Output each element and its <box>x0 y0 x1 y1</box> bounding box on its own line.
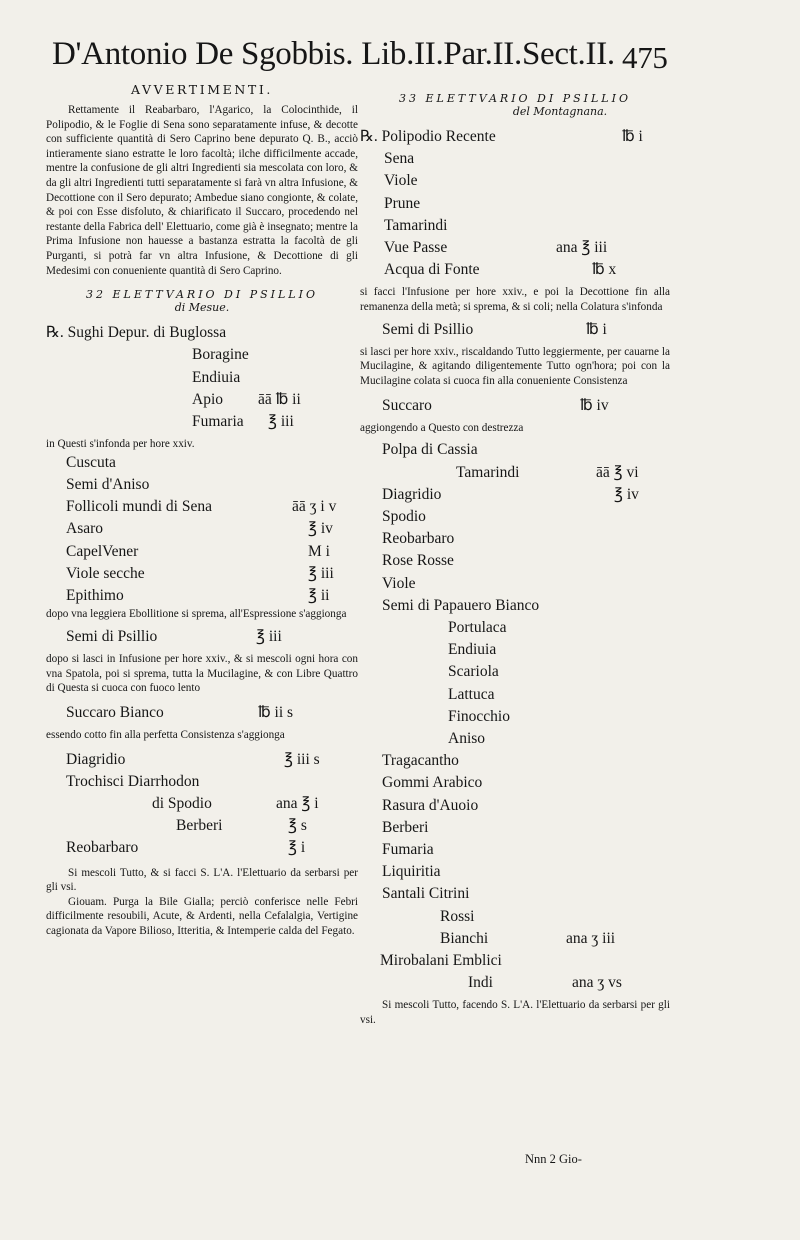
ingredient-row <box>360 506 670 528</box>
ingredient-name: Rossi <box>440 907 475 925</box>
ingredient-row <box>360 319 670 341</box>
ingredient-row <box>46 367 358 389</box>
ingredient-row <box>360 573 670 595</box>
ingredient-name: Tamarindi <box>456 463 520 481</box>
ingredient-name: Viole <box>384 172 418 190</box>
ingredient-row <box>360 795 670 817</box>
ingredient-name: di Spodio <box>152 794 212 812</box>
instruction-text: Si mescoli Tutto, facendo S. L'A. l'Elettuario da serbarsi per gli vsi. <box>360 999 670 1027</box>
ingredient-name: Portulaca <box>448 619 507 637</box>
instruction-text: dopo si lasci in Infusione per hore xxiv., & si mescoli ogni hora con vna Spatola, poi si sprema, tutta la Mucilagine, & con Libre Quattro di Questa si cuoca con fuoco lento <box>46 652 358 695</box>
ingredient-name: Viole secche <box>66 564 145 582</box>
ingredient-row <box>360 439 670 461</box>
ingredient-row <box>46 749 358 771</box>
ingredient-name: Semi di Psillio <box>66 627 158 645</box>
ingredient-row <box>360 839 670 861</box>
ingredient-quantity: āā ʒ i v <box>292 498 337 516</box>
ingredient-row <box>46 344 358 366</box>
ingredient-name: Apio <box>192 390 223 408</box>
ingredient-name: Epithimo <box>66 586 124 604</box>
ingredient-row <box>360 259 670 281</box>
ingredient-name: Boragine <box>192 346 249 364</box>
ingredient-quantity: ℥ ii <box>308 586 330 604</box>
ingredient-name: Succaro Bianco <box>66 703 164 721</box>
ingredient-name: Cuscuta <box>66 453 116 471</box>
recipe-block-2 <box>46 452 358 607</box>
ingredient-name: Acqua di Fonte <box>384 261 480 279</box>
section-32-title: 32 ELETTVARIO DI PSILLIO <box>86 288 318 302</box>
ingredient-row <box>360 170 670 192</box>
ingredient-row <box>46 626 358 648</box>
ingredient-quantity: āā ℔ ii <box>258 390 301 408</box>
ingredient-row <box>46 322 358 344</box>
ingredient-name: Rasura d'Auoio <box>382 796 479 814</box>
ingredient-row <box>46 815 358 837</box>
ingredient-name: Tragacantho <box>382 752 459 770</box>
ingredient-name: Spodio <box>382 508 426 525</box>
ingredient-name: Prune <box>384 194 421 212</box>
ingredient-row <box>360 906 670 928</box>
ingredient-quantity: ℥ i <box>288 839 306 857</box>
ingredient-row <box>360 617 670 639</box>
ingredient-row <box>360 528 670 550</box>
ingredient-row <box>360 883 670 905</box>
ingredient-row <box>360 484 670 506</box>
ingredient-quantity: ana ʒ vs <box>572 974 622 992</box>
ingredient-quantity: ana ʒ iii <box>566 929 616 947</box>
ingredient-name: Endiuia <box>192 368 241 386</box>
recipe-block-1 <box>360 126 670 281</box>
ingredient-name: Berberi <box>382 818 429 836</box>
instruction-text: dopo vna leggiera Ebollitione si sprema, all'Espressione s'aggionga <box>46 608 347 621</box>
ingredient-row <box>46 411 358 433</box>
ingredient-name: Bianchi <box>440 929 489 947</box>
ingredient-row <box>360 706 670 728</box>
ingredient-row <box>360 928 670 950</box>
recipe-block-5 <box>46 749 358 860</box>
ingredient-quantity: ana ℥ i <box>276 794 319 812</box>
instruction-text: Si mescoli Tutto, & si facci S. L'A. l'Elettuario da serbarsi per gli vsi. <box>46 866 358 894</box>
ingredient-name: ℞. Polipodio Recente <box>360 128 496 145</box>
ingredient-row <box>360 728 670 750</box>
signature-catchword: Nnn 2 Gio- <box>525 1152 582 1166</box>
recipe-block-1 <box>46 322 358 433</box>
ingredient-name: Vue Passe <box>384 239 448 257</box>
ingredient-name: Succaro <box>382 396 432 414</box>
ingredient-quantity: ℔ i <box>622 128 643 145</box>
section-33-title: 33 ELETTVARIO DI PSILLIO <box>399 92 631 105</box>
ingredient-quantity: ℥ iii <box>268 412 294 430</box>
ingredient-name: Gommi Arabico <box>382 774 483 792</box>
ingredient-name: Sena <box>384 150 415 168</box>
page-number: 475 <box>622 40 668 75</box>
ingredient-row <box>66 452 358 474</box>
instruction-text: si lasci per hore xxiv., riscaldando Tutto leggiermente, per cauarne la Mucilagine, & agitando diligentemente Tutto ogn'hora; poi con la Mucilagine colata si cuoca fin alla conueniente Consistenza <box>360 345 670 387</box>
ingredient-row <box>360 950 670 972</box>
ingredient-quantity: ℥ s <box>288 817 307 835</box>
ingredient-name: CapelVener <box>66 542 139 560</box>
instruction-text: in Questi s'infonda per hore xxiv. <box>46 438 195 451</box>
avvertimenti-title: AVVERTIMENTI. <box>131 82 273 97</box>
ingredient-row <box>66 541 358 563</box>
avvertimenti-text: Rettamente il Reabarbaro, l'Agarico, la Colocinthide, il Polipodio, & le Foglie di Sena sono separatamente infuse, & decotte con sufficiente quantità di Sero Caprino bene depurato Q. B., acciò intieramente siano estratte le loro facoltà; ilche difficilmente accade, mentre la confusione de gli altri Ingredienti sia mescolata con loro, & da gli altri Ingredienti tutti separatamente si farà vn altra Infusione, & Decottione con il Sero depurato; Ambedue siano congionte, & colate, & poi con Esse disfoluto, & chiarificato il Succaro, procedendo nel restante della Fabrica dell' Elettuario, come già è insegnato; mentre la Prima Infusione non hauesse a bastanza estratta la facoltà de gli Purganti, si potrà far vn altra Infusione, & Decottione di gli Medesimi con conueniente quantità di Sero Caprino. <box>46 104 358 277</box>
ingredient-row <box>360 395 670 417</box>
ingredient-quantity: ℥ iv <box>308 520 333 538</box>
ingredient-row <box>360 193 670 215</box>
ingredient-row <box>360 861 670 883</box>
ingredient-name: Scariola <box>448 663 499 681</box>
ingredient-row <box>360 772 670 794</box>
ingredient-name: Diagridio <box>382 485 442 503</box>
section-33-subtitle: del Montagnana. <box>512 105 608 118</box>
ingredient-name: ℞. Sughi Depur. di Buglossa <box>46 324 227 342</box>
ingredient-quantity: ana ℥ iii <box>556 239 608 257</box>
ingredient-name: Berberi <box>176 817 223 835</box>
ingredient-row <box>360 237 670 259</box>
ingredient-row <box>46 771 358 793</box>
ingredient-row <box>360 972 670 994</box>
ingredient-row <box>360 750 670 772</box>
ingredient-name: Semi di Papauero Bianco <box>382 596 540 614</box>
ingredient-name: Tamarindi <box>384 216 448 234</box>
ingredient-row <box>66 496 358 518</box>
ingredient-row <box>360 462 670 484</box>
ingredient-quantity: ℔ x <box>592 261 617 279</box>
ingredient-name: Polpa di Cassia <box>382 441 478 459</box>
ingredient-name: Semi di Psillio <box>382 320 474 338</box>
ingredient-name: Rose Rosse <box>382 552 454 570</box>
ingredient-name: Lattuca <box>448 685 495 703</box>
ingredient-quantity: ℥ iv <box>614 485 639 503</box>
ingredient-name: Asaro <box>66 520 104 538</box>
ingredient-name: Follicoli mundi di Sena <box>66 498 212 516</box>
ingredient-name: Trochisci Diarrhodon <box>66 772 200 790</box>
ingredient-row <box>46 837 358 859</box>
instruction-text: aggiongendo a Questo con destrezza <box>360 421 524 434</box>
ingredient-name: Semi d'Aniso <box>66 475 150 493</box>
ingredient-name: Indi <box>468 974 493 992</box>
ingredient-quantity: ℔ ii s <box>258 703 294 721</box>
ingredient-row <box>66 518 358 540</box>
ingredient-row <box>66 474 358 496</box>
ingredient-name: Finocchio <box>448 707 510 725</box>
ingredient-row <box>360 639 670 661</box>
ingredient-row <box>46 793 358 815</box>
right-column <box>360 92 670 1028</box>
instruction-text: si facci l'Infusione per hore xxiv., e poi la Decottione fin alla remanenza della metà; si sprema, & si coli; nella Colatura s'infonda <box>360 286 670 314</box>
ingredient-name: Aniso <box>448 730 486 748</box>
ingredient-row <box>66 585 358 607</box>
ingredient-row <box>360 215 670 237</box>
ingredient-name: Mirobalani Emblici <box>380 952 502 970</box>
ingredient-row <box>360 148 670 170</box>
ingredient-row <box>360 817 670 839</box>
ingredient-name: Fumaria <box>382 841 434 859</box>
ingredient-row <box>360 684 670 706</box>
running-head-text: D'Antonio De Sgobbis. Lib.II.Par.II.Sect.II. <box>52 36 615 72</box>
ingredient-row <box>46 702 358 724</box>
ingredient-quantity: ℥ iii s <box>284 750 320 768</box>
commentary-text: Giouam. Purga la Bile Gialla; perciò conferisce nelle Febri difficilmente resoubili, Acute, & Ardenti, nella Cefalalgia, Vertigine cagionata da Vapore Bilioso, Itteritia, & Intemperie calda del Fegato. <box>46 895 358 937</box>
ingredient-quantity: ℥ iii <box>308 564 334 582</box>
ingredient-name: Santali Citrini <box>382 885 470 903</box>
ingredient-quantity: ℔ i <box>586 320 607 338</box>
ingredient-row <box>360 126 670 148</box>
ingredient-name: Diagridio <box>66 750 126 768</box>
ingredient-name: Viole <box>382 574 416 592</box>
ingredient-row <box>360 661 670 683</box>
instruction-text: essendo cotto fin alla perfetta Consistenza s'aggionga <box>46 728 285 741</box>
ingredient-quantity: M i <box>308 542 330 560</box>
ingredient-quantity: ℔ iv <box>580 396 609 414</box>
section-32-subtitle: di Mesue. <box>174 301 230 315</box>
ingredient-row <box>360 550 670 572</box>
ingredient-name: Reobarbaro <box>66 839 139 857</box>
ingredient-name: Liquiritia <box>382 863 441 881</box>
ingredient-name: Endiuia <box>448 641 497 659</box>
left-column <box>46 82 358 939</box>
ingredient-name: Reobarbaro <box>382 530 455 548</box>
ingredient-row <box>360 595 670 617</box>
ingredient-quantity: ℥ iii <box>256 627 282 645</box>
ingredient-quantity: āā ℥ vi <box>596 463 639 481</box>
ingredient-row <box>46 389 358 411</box>
recipe-block-4 <box>360 439 670 994</box>
ingredient-name: Fumaria <box>192 412 244 430</box>
ingredient-row <box>66 563 358 585</box>
